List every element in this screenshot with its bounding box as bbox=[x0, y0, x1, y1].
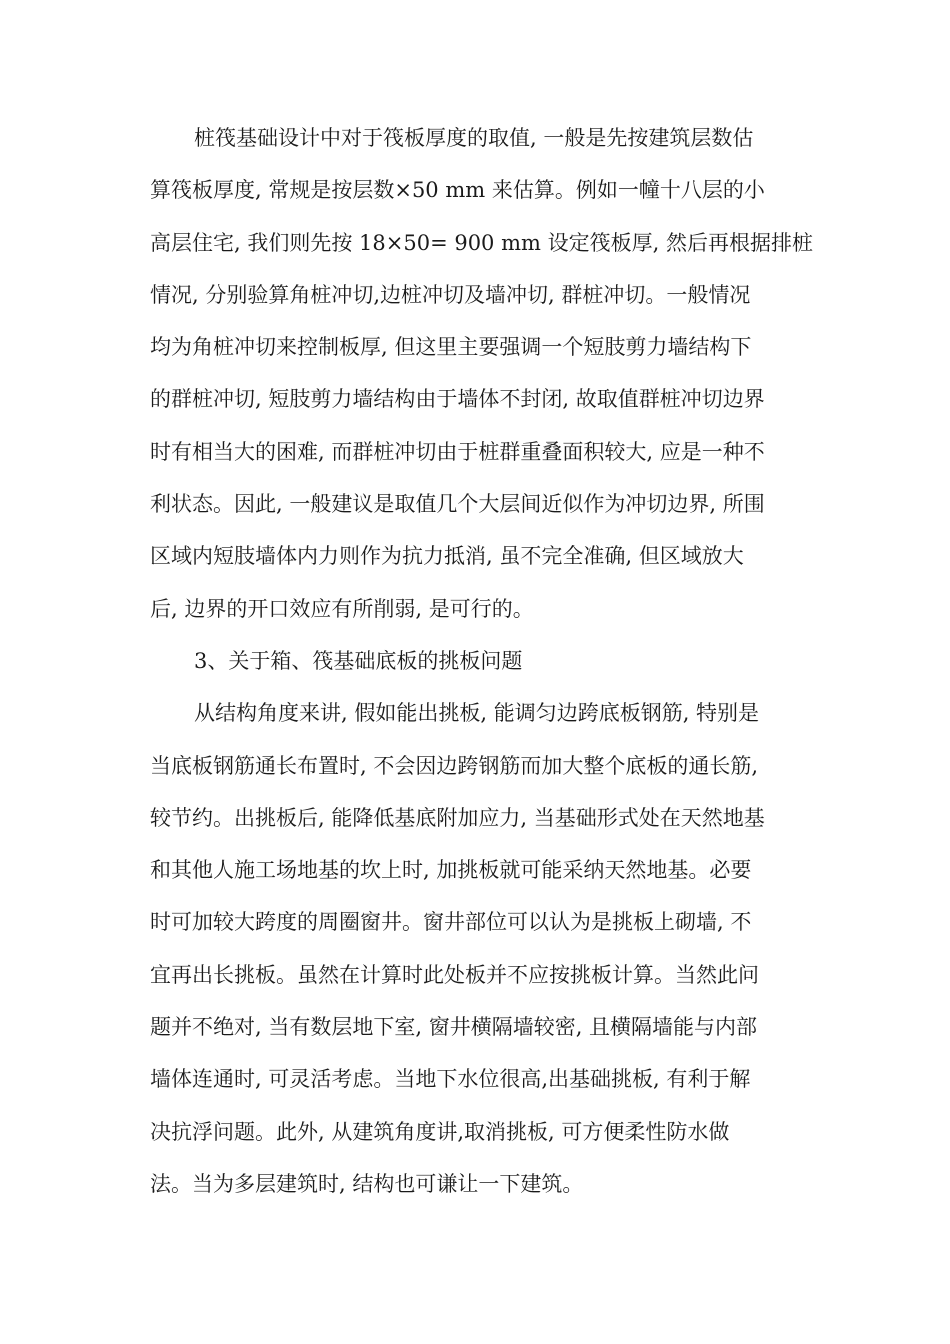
paragraph-line: 时有相当大的困难, 而群桩冲切由于桩群重叠面积较大, 应是一种不 bbox=[150, 439, 765, 464]
paragraph-line: 桩筏基础设计中对于筏板厚度的取值, 一般是先按建筑层数估 bbox=[194, 126, 754, 150]
paragraph-line: 算筏板厚度, 常规是按层数×50 mm 来估算。例如一幢十八层的小 bbox=[150, 178, 765, 203]
paragraph-line: 和其他人施工场地基的坎上时, 加挑板就可能采纳天然地基。必要 bbox=[150, 858, 752, 883]
paragraph-line: 从结构角度来讲, 假如能出挑板, 能调匀边跨底板钢筋, 特别是 bbox=[194, 701, 760, 726]
body-text bbox=[150, 120, 813, 1218]
paragraph-line: 决抗浮问题。此外, 从建筑角度讲,取消挑板, 可方便柔性防水做 bbox=[150, 1119, 730, 1144]
paragraph-line: 法。当为多层建筑时, 结构也可谦让一下建筑。 bbox=[150, 1171, 584, 1196]
paragraph-line: 题并不绝对, 当有数层地下室, 窗井横隔墙较密, 且横隔墙能与内部 bbox=[150, 1015, 758, 1040]
paragraph-line: 较节约。出挑板后, 能降低基底附加应力, 当基础形式处在天然地基 bbox=[150, 805, 765, 830]
paragraph-line: 的群桩冲切, 短肢剪力墙结构由于墙体不封闭, 故取值群桩冲切边界 bbox=[150, 387, 765, 412]
paragraph-line: 时可加较大跨度的周圈窗井。窗井部位可以认为是挑板上砌墙, 不 bbox=[150, 910, 752, 935]
paragraph-line: 后, 边界的开口效应有所削弱, 是可行的。 bbox=[150, 596, 534, 621]
paragraph-line: 宜再出长挑板。虽然在计算时此处板并不应按挑板计算。当然此问 bbox=[150, 962, 759, 987]
paragraph-line: 均为角桩冲切来控制板厚, 但这里主要强调一个短肢剪力墙结构下 bbox=[150, 335, 752, 360]
section-heading: 3、关于箱、筏基础底板的挑板问题 bbox=[194, 648, 523, 673]
paragraph-line: 区域内短肢墙体内力则作为抗力抵消, 虽不完全准确, 但区域放大 bbox=[150, 544, 744, 569]
paragraph-line: 高层住宅, 我们则先按 18×50= 900 mm 设定筏板厚, 然后再根据排桩 bbox=[150, 230, 813, 255]
paragraph-line: 情况, 分别验算角桩冲切,边桩冲切及墙冲切, 群桩冲切。一般情况 bbox=[150, 282, 751, 307]
paragraph-line: 当底板钢筋通长布置时, 不会因边跨钢筋而加大整个底板的通长筋, bbox=[150, 753, 759, 778]
paragraph-line: 利状态。因此, 一般建议是取值几个大层间近似作为冲切边界, 所围 bbox=[150, 492, 765, 517]
paragraph-line: 墙体连通时, 可灵活考虑。当地下水位很高,出基础挑板, 有利于解 bbox=[150, 1067, 751, 1092]
